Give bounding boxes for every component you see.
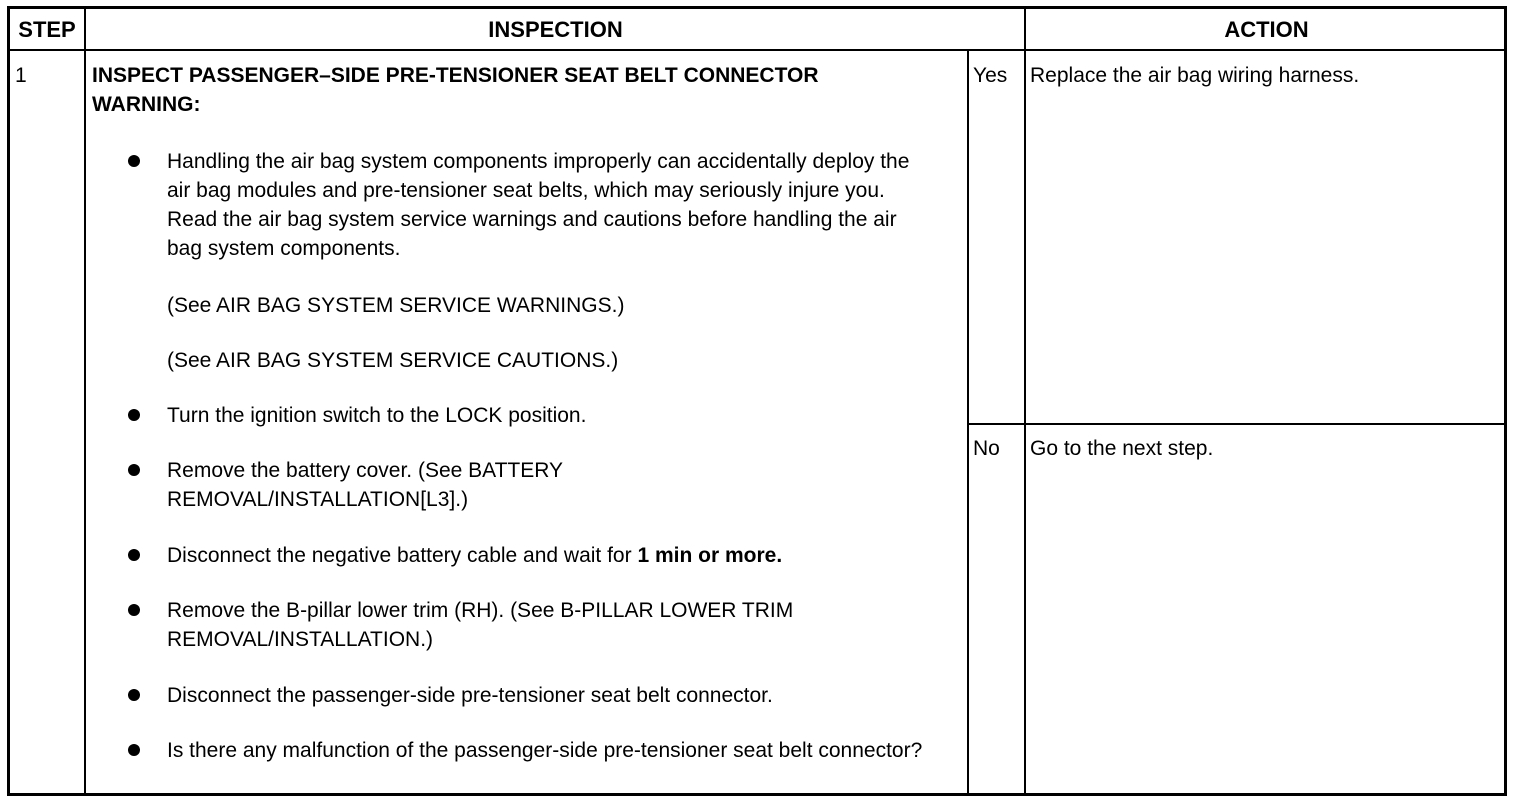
header-action: ACTION [1224,17,1309,42]
list-item-bpillar [128,596,927,654]
answer-no: No [973,437,1000,460]
column-divider-action [1024,9,1026,793]
list-item-ignition [128,401,957,430]
question-text: Is there any malfunction of the passenger-side pre-tensioner seat belt connector? [167,739,923,762]
list-item-battery-cover [128,456,687,514]
step-battery-cover-text: Remove the battery cover. (See BATTERY REMOVAL/INSTALLATION[L3].) [167,459,563,511]
column-divider-answer [967,51,969,793]
inspection-title: INSPECT PASSENGER–SIDE PRE-TENSIONER SEAT BELT CONNECTOR [92,64,819,87]
bullet-icon [128,155,140,167]
bullet-icon [128,409,140,421]
column-divider-step [84,9,86,793]
warning-label: WARNING: [92,93,201,116]
answer-yes: Yes [973,64,1008,87]
step-ignition-text: Turn the ignition switch to the LOCK position. [167,404,587,427]
step-disconnect-text: Disconnect the negative battery cable and wait for [167,544,638,567]
action-no: Go to the next step. [1030,437,1214,460]
bullet-icon [128,549,140,561]
bullet-icon [128,689,140,701]
ref-warnings-link[interactable]: (See AIR BAG SYSTEM SERVICE WARNINGS.) [167,294,625,317]
step-number: 1 [15,64,27,87]
inspection-table [7,6,1507,796]
header-step: STEP [18,17,76,42]
step-connector-text: Disconnect the passenger-side pre-tensioner seat belt connector. [167,684,773,707]
list-item-question [128,736,957,765]
result-divider [967,423,1504,425]
bullet-icon [128,464,140,476]
bullet-icon [128,744,140,756]
step-disconnect-duration: 1 min or more. [637,544,783,567]
list-item-connector [128,681,957,710]
ref-cautions-link[interactable]: (See AIR BAG SYSTEM SERVICE CAUTIONS.) [167,349,619,372]
header-inspection: INSPECTION [488,17,623,42]
header-divider [10,49,1504,51]
bullet-icon [128,604,140,616]
action-yes: Replace the air bag wiring harness. [1030,64,1360,87]
step-bpillar-text: Remove the B-pillar lower trim (RH). (See B-PILLAR LOWER TRIM REMOVAL/INSTALLATION.) [167,599,794,651]
warning-text: Handling the air bag system components improperly can accidentally deploy the air bag modules and pre-tensioner seat belts, which may seriously injure you. Read the air bag system service warnings and cautions before handling the air bag system components. [167,150,910,260]
list-item-warning [128,147,937,263]
list-item-disconnect-battery [128,541,957,570]
